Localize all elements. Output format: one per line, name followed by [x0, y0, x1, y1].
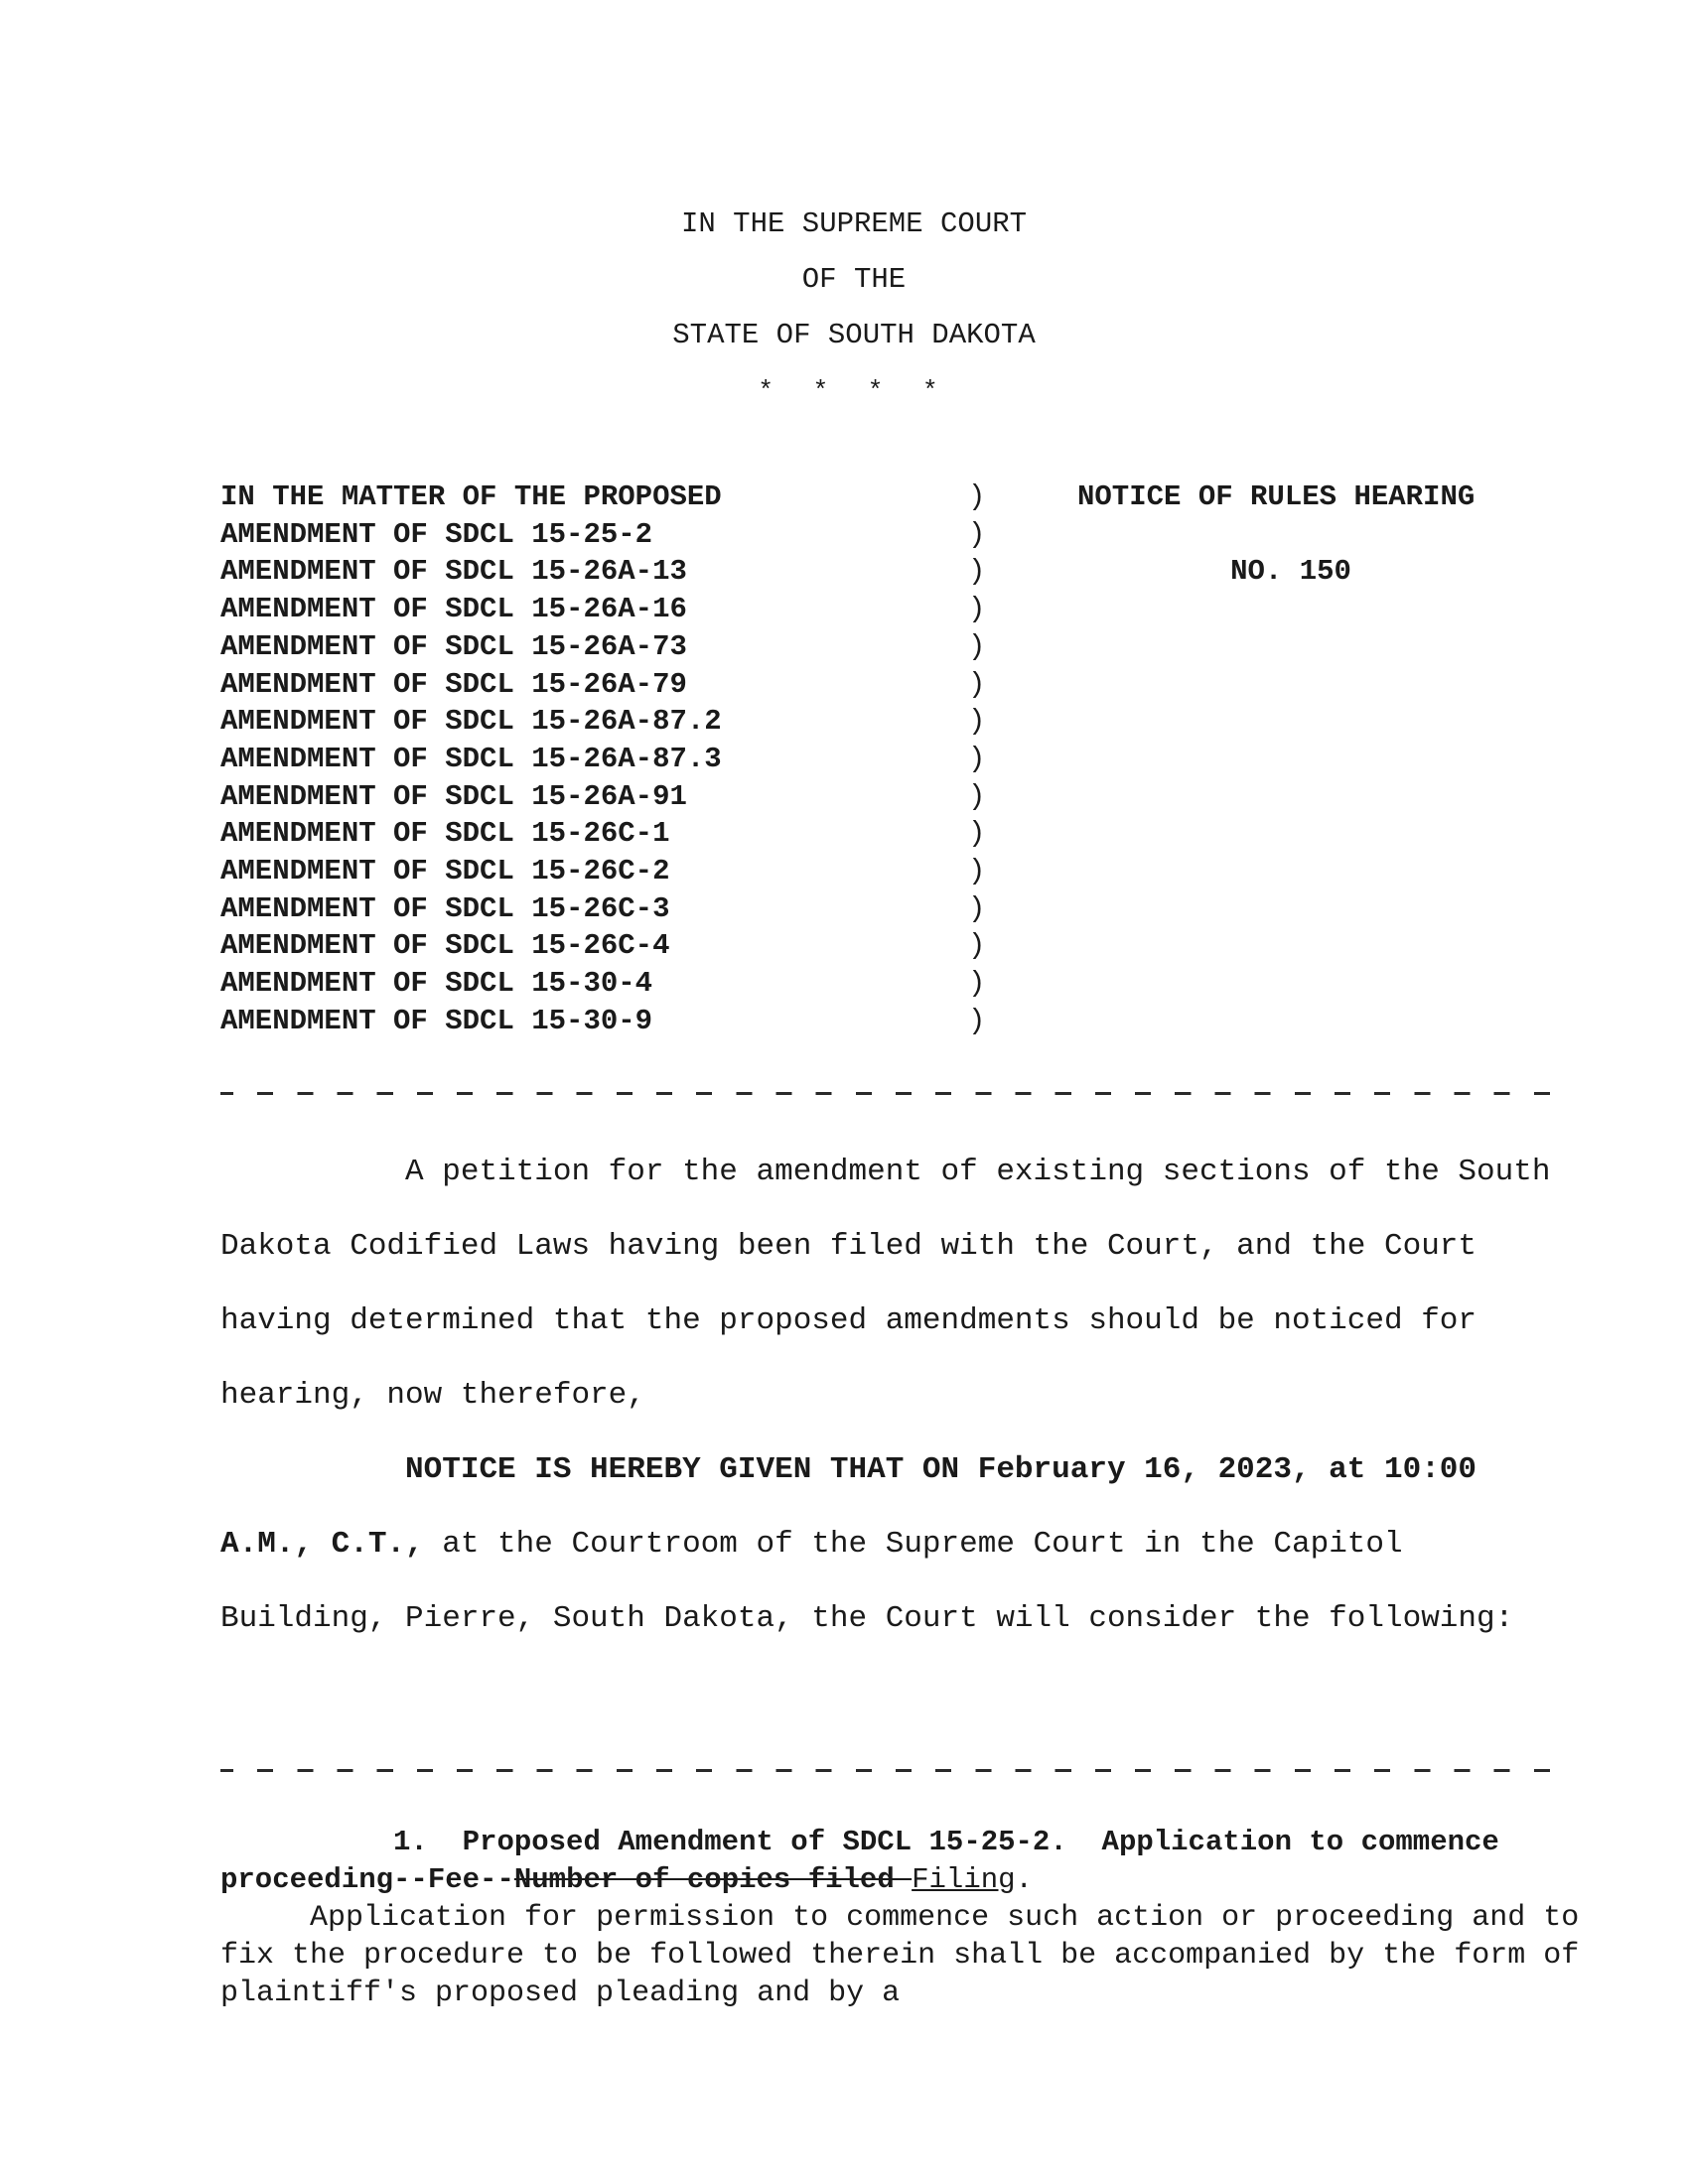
caption-amendment-line: AMENDMENT OF SDCL 15-26C-3: [220, 891, 670, 925]
caption-paren: ): [968, 629, 986, 663]
caption-paren: ): [968, 929, 986, 963]
caption-paren: ): [968, 779, 986, 813]
case-caption: [220, 478, 722, 1040]
caption-paren: ): [968, 667, 986, 701]
caption-paren: ): [968, 967, 986, 1001]
notice-body-text: at the Courtroom of the Supreme Court in the Capitol Building, Pierre, South Dakota, the Court will consider the following:: [220, 1527, 1514, 1636]
petition-paragraph: A petition for the amendment of existing sections of the South Dakota Codified Laws having been filed with the Court, and the Court having determined that the proposed amendments should be noticed for hearing, now therefore,: [220, 1155, 1570, 1413]
caption-amendment-line: AMENDMENT OF SDCL 15-26A-87.3: [220, 742, 722, 775]
caption-paren: ): [968, 855, 986, 888]
inserted-text: Filing: [912, 1863, 1016, 1896]
caption-amendment-line: AMENDMENT OF SDCL 15-26A-91: [220, 779, 687, 813]
caption-amendment-line: AMENDMENT OF SDCL 15-26A-13: [220, 555, 687, 589]
caption-paren: ): [968, 817, 986, 851]
caption-parentheses: [968, 478, 985, 1040]
caption-paren: ): [968, 891, 986, 925]
caption-amendment-line: AMENDMENT OF SDCL 15-30-4: [220, 967, 653, 1001]
caption-amendment-line: AMENDMENT OF SDCL 15-26C-1: [220, 817, 670, 851]
court-header-line-3: STATE OF SOUTH DAKOTA: [672, 319, 1036, 351]
caption-paren: ): [968, 593, 986, 626]
caption-amendment-line: AMENDMENT OF SDCL 15-25-2: [220, 517, 653, 551]
caption-title-line: IN THE MATTER OF THE PROPOSED: [220, 480, 722, 513]
caption-paren: ): [968, 705, 986, 739]
amendment-body-text: Application for permission to commence such action or proceeding and to fix the procedure to be followed therein shall be accompanied by the form of plaintiff's proposed pleading and by a: [220, 1901, 1598, 2010]
notice-block: [1077, 478, 1554, 590]
caption-amendment-line: AMENDMENT OF SDCL 15-26A-16: [220, 593, 687, 626]
court-header-line-1: IN THE SUPREME COURT: [680, 207, 1028, 240]
section-stars: * * * *: [758, 376, 950, 406]
notice-lead-text: NOTICE IS HEREBY GIVEN THAT ON February 16, 2023, at 10:00 A.M., C.T.,: [220, 1452, 1495, 1562]
court-header: [0, 197, 1688, 419]
caption-paren: ): [968, 1004, 986, 1037]
deleted-text: Number of copies filed: [513, 1863, 913, 1896]
caption-paren: ): [968, 742, 986, 775]
proposed-amendment-heading: [220, 1824, 1581, 1899]
caption-amendment-line: AMENDMENT OF SDCL 15-26A-73: [220, 629, 687, 663]
caption-amendment-line: AMENDMENT OF SDCL 15-30-9: [220, 1004, 653, 1037]
court-header-line-2: OF THE: [801, 263, 907, 296]
amendment-heading-text: 1. Proposed Amendment of SDCL 15-25-2. Application to commence proceeding--Fee--: [220, 1826, 1517, 1896]
notice-paragraph: [220, 1433, 1581, 1656]
notice-title: NOTICE OF RULES HEARING: [1077, 480, 1476, 513]
dashed-divider: [220, 1769, 1571, 1772]
caption-amendment-line: AMENDMENT OF SDCL 15-26A-87.2: [220, 705, 722, 739]
caption-paren: ): [968, 517, 986, 551]
caption-amendment-line: AMENDMENT OF SDCL 15-26C-4: [220, 929, 670, 963]
notice-number: NO. 150: [1230, 554, 1351, 588]
heading-period: .: [1015, 1863, 1033, 1896]
caption-paren: ): [968, 480, 986, 513]
caption-amendment-line: AMENDMENT OF SDCL 15-26A-79: [220, 667, 687, 701]
caption-paren: ): [968, 555, 986, 589]
dashed-divider: [220, 1092, 1571, 1095]
caption-amendment-line: AMENDMENT OF SDCL 15-26C-2: [220, 855, 670, 888]
